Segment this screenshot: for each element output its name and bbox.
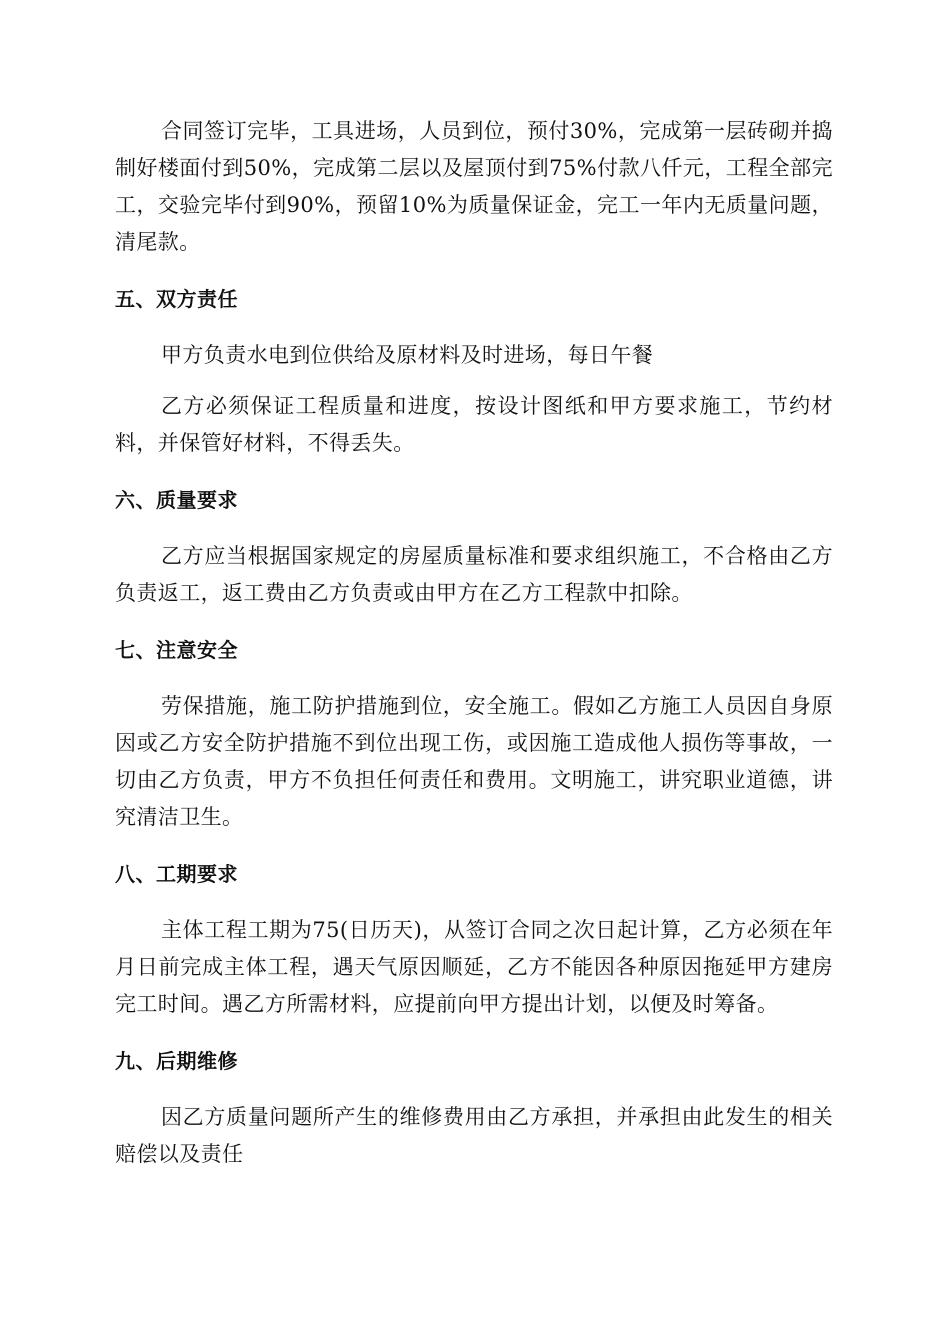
schedule-paragraph: 主体工程工期为75(日历天)，从签订合同之次日起计算，乙方必须在年月日前完成主体工程，遇天气原因顺延，乙方不能因各种原因拖延甲方建房完工时间。遇乙方所需材料，应提前向甲方提出计划，以便及时筹备。 bbox=[115, 918, 833, 1016]
section-heading-schedule: 八、工期要求 bbox=[115, 862, 238, 886]
section-heading-safety: 七、注意安全 bbox=[115, 638, 238, 662]
section-heading-maintenance: 九、后期维修 bbox=[115, 1049, 238, 1073]
quality-paragraph: 乙方应当根据国家规定的房屋质量标准和要求组织施工，不合格由乙方负责返工，返工费由乙方负责或由甲方在乙方工程款中扣除。 bbox=[115, 544, 833, 605]
maintenance-paragraph: 因乙方质量问题所产生的维修费用由乙方承担，并承担由此发生的相关赔偿以及责任 bbox=[115, 1105, 833, 1166]
section-heading-quality: 六、质量要求 bbox=[115, 488, 238, 512]
payment-terms-paragraph: 合同签订完毕，工具进场，人员到位，预付30%，完成第一层砖砌并捣制好楼面付到50%，完成第二层以及屋顶付到75%付款八仟元，工程全部完工，交验完毕付到90%，预留10%为质量保证金，完工一年内无质量问题，清尾款。 bbox=[115, 119, 833, 254]
safety-paragraph: 劳保措施，施工防护措施到位，安全施工。假如乙方施工人员因自身原因或乙方安全防护措施不到位出现工伤，或因施工造成他人损伤等事故，一切由乙方负责，甲方不负担任何责任和费用。文明施工，讲究职业道德，讲究清洁卫生。 bbox=[115, 694, 833, 829]
section-heading-responsibilities: 五、双方责任 bbox=[115, 287, 238, 311]
party-a-responsibility-paragraph: 甲方负责水电到位供给及原材料及时进场，每日午餐 bbox=[161, 343, 654, 367]
document-body bbox=[115, 113, 833, 1173]
party-b-responsibility-paragraph: 乙方必须保证工程质量和进度，按设计图纸和甲方要求施工，节约材料，并保管好材料，不得丢失。 bbox=[115, 394, 833, 455]
